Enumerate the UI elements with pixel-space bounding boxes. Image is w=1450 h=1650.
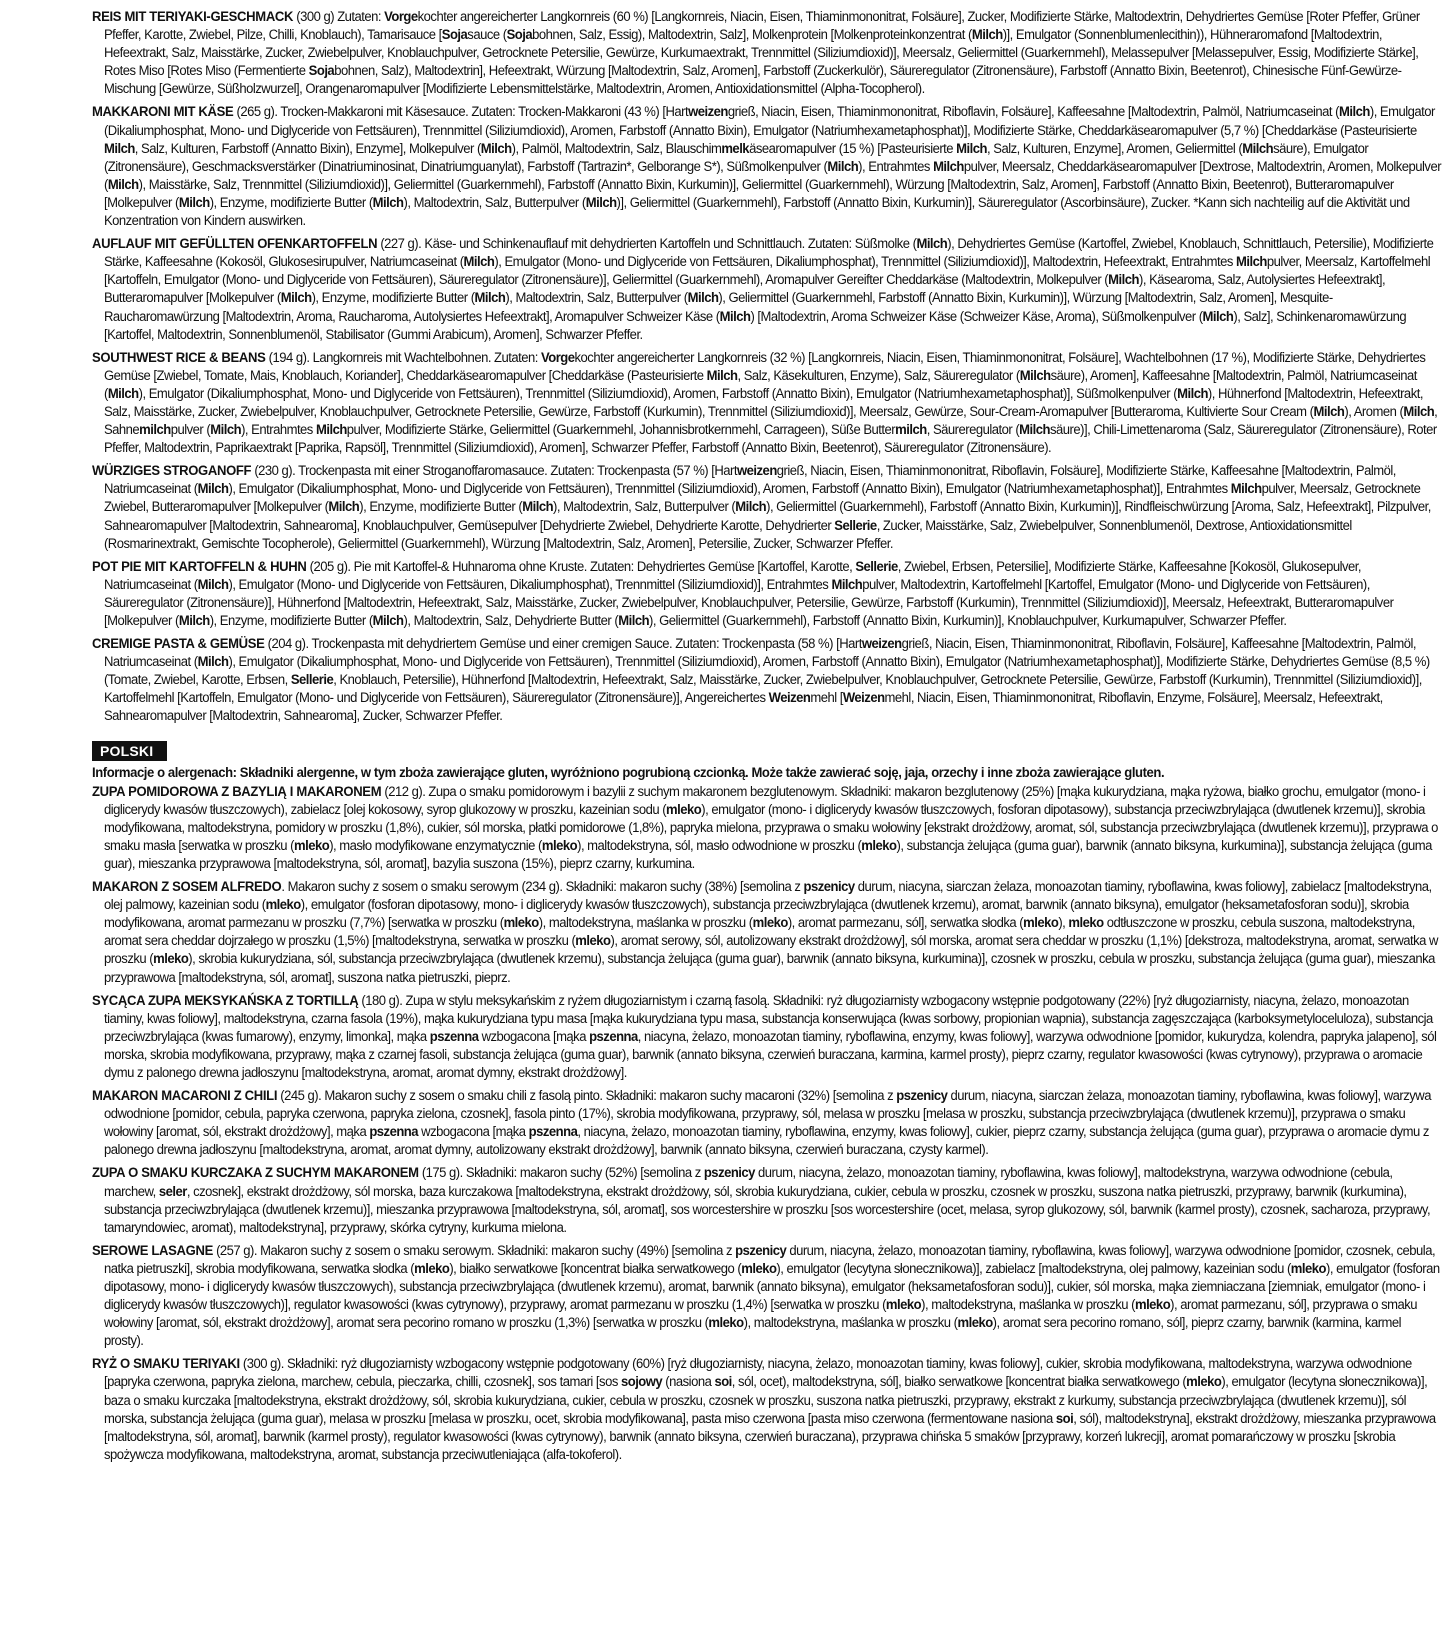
- allergen-text: Vorge: [541, 349, 575, 366]
- allergen-text: Soja: [441, 27, 468, 44]
- product-title: POT PIE MIT KARTOFFELN & HUHN: [92, 558, 307, 575]
- allergen-text: seler: [158, 1183, 187, 1200]
- allergen-text: sojowy: [620, 1374, 663, 1391]
- ingredient-text: pulver (: [170, 422, 211, 439]
- allergen-text: mleko: [265, 897, 301, 914]
- product-entry: [92, 992, 1443, 1082]
- ingredient-text: ), Maisstärke, Salz, Trennmittel (Siliziumdioxid)], Geliermittel (Guarkernmehl), Farbstoff (Annatto Bixin, Kurkumin)], Geliermittel (Guarkernmehl), Würzung [Maltodextrin, Salz, Aromen], Farbstoff (Annatto Bixin, Beetenrot), Butteraromapulver [Molkepulver (: [103, 176, 1394, 211]
- ingredient-text: ), Maltodextrin, Salz, Butterpulver (: [553, 499, 736, 516]
- ingredient-text: , Zwiebel, Erbsen, Petersilie], Modifizierte Stärke, Kaffeesahne [Kokosöl, Glukosepulver, Natriumcaseinat (: [103, 558, 1362, 593]
- ingredient-text: ), skrobia kukurydziana, sól, substancja przeciwzbrylająca (dwutlenek krzemu), substancja żelująca (guma guar), barwnik (annato biksyna, kurkumina)], czosnek w proszku, cebula w proszku, substancja żelująca (guma guar), mieszanka przyprawowa [maltodekstryna, sól, aromat], suszona natka pietruszki, pieprz.: [103, 951, 1435, 986]
- ingredient-text: pulver, Modifizierte Stärke, Geliermittel (Guarkernmehl, Johannisbrotkernmehl, Carrageen), Süße Butter: [346, 422, 896, 439]
- product-entry: [92, 103, 1443, 230]
- product-title: ZUPA POMIDOROWA Z BAZYLIĄ I MAKARONEM: [92, 783, 382, 800]
- ingredient-text: grieß, Niacin, Eisen, Thiaminmononitrat, Riboflavin, Folsäure], Modifizierte Stärke, Kaffeesahne [Maltodextrin, Palmöl, Natriumcaseinat (: [103, 463, 1396, 498]
- allergen-text: Milch: [971, 27, 1003, 44]
- allergen-text: Sellerie: [834, 517, 877, 534]
- ingredient-text: grieß, Niacin, Eisen, Thiaminmononitrat, Riboflavin, Folsäure], Kaffeesahne [Maltodextrin, Palmöl, Natriumcaseinat (: [103, 636, 1417, 671]
- allergen-text: Milch: [831, 576, 863, 593]
- ingredient-text: (205 g). Pie mit Kartoffel-& Huhnaroma ohne Kruste. Zutaten: Dehydriertes Gemüse [Kartoffel, Karotte,: [306, 558, 856, 575]
- allergen-text: Milch: [1236, 254, 1267, 271]
- allergen-text: mleko: [957, 1315, 993, 1332]
- allergen-text: Milch: [1202, 308, 1234, 325]
- ingredient-text: wzbogacona [mąka: [418, 1124, 529, 1141]
- allergen-text: Milch: [480, 140, 512, 157]
- ingredient-text: ), emulgator (mono- i diglicerydy kwasów tłuszczowych, fosforan dipotasowy), substancja przeciwzbrylająca (dwutlenek krzemu)], skrobia modyfikowana, maltodekstryna, pomidory w proszku (1,8%), cukier, sól morska, płatki pomidorowe (1,8%), papryka mielona, przyprawa o smaku wołowiny [ekstrakt drożdżowy, aromat, sól, substancja przeciwzbrylająca (dwutlenek krzemu)], przyprawa o smaku masła [serwatka w proszku (: [103, 801, 1438, 854]
- ingredient-text: , Salz, Kulturen, Farbstoff (Annatto Bixin), Enzyme], Molkepulver (: [134, 140, 481, 157]
- ingredient-text: ), Enzyme, modifizierte Butter (: [359, 499, 523, 516]
- product-entry: [92, 635, 1443, 725]
- ingredient-text: ), Emulgator (Dikaliumphosphat, Mono- und Diglyceride von Fettsäuren), Trennmittel (Siliziumdioxid), Aromen, Farbstoff (Annatto Bixin), Emulgator (Natriumhexametaphosphat)], Modifizierte Stärke, Dehydriertes Gemüse (8,5 %) (Tomate, Zwiebel, Karotte, Erbsen,: [103, 654, 1430, 689]
- allergen-text: pszenna: [589, 1028, 638, 1045]
- ingredient-text: ), Entrahmtes: [858, 158, 934, 175]
- ingredient-text: , sól), maltodekstryna], ekstrakt drożdżowy, mieszanka przyprawowa [maltodekstryna, sól, aromat], barwnik (karmel prosty), regulator kwasowości (kwas cytrynowy), barwnik (annato biksyna, czerwień buraczana), przyprawa chińska 5 smaków [przyprawy, korzeń lukrecji], aromat pomarańczowy w proszku [skrobia spożywcza modyfikowana, maltodekstryna, aromat, substancja przeciwutleniająca (alfa-tokoferol).: [103, 1410, 1436, 1463]
- allergen-text: Milch: [178, 194, 210, 211]
- allergen-text: Milch: [1108, 272, 1139, 289]
- allergen-text: Milch: [687, 290, 719, 307]
- ingredient-text: säure)], Chili-Limettenaroma (Salz, Säureregulator (Zitronensäure), Roter Pfeffer, Maltodextrin, Paprikaextrakt [Paprika, Rapsöl], Trennmittel (Siliziumdioxid), Aromen], Schwarzer Pfeffer, Farbstoff (Annatto Bixin, Beetenrot), Säureregulator (Zitronensäure).: [103, 422, 1437, 457]
- ingredient-text: ), Aromen (: [1344, 403, 1404, 420]
- allergen-text: mleko: [741, 1260, 777, 1277]
- polish-ingredients-section: [92, 783, 1440, 1464]
- ingredient-text: ), Maltodextrin, Salz, Butterpulver (: [505, 290, 688, 307]
- allergen-text: Milch: [463, 254, 495, 271]
- product-entry: [92, 1355, 1443, 1464]
- ingredient-text: , sól, ocet), maltodekstryna, sól], białko serwatkowe [koncentrat białka serwatkowego (: [731, 1374, 1187, 1391]
- product-entry: [92, 558, 1443, 630]
- ingredient-text: grieß, Niacin, Eisen, Thiaminmononitrat, Riboflavin, Folsäure], Kaffeesahne [Maltodextrin, Palmöl, Natriumcaseinat (: [727, 104, 1340, 121]
- allergen-text: Soja: [308, 63, 335, 80]
- ingredient-text: ), maltodekstryna, sól, masło odwodnione w proszku (: [577, 837, 862, 854]
- allergen-text: Milch: [315, 422, 347, 439]
- allergen-text: mleko: [666, 801, 702, 818]
- ingredient-text: ), Geliermittel (Guarkernmehl, Farbstoff (Annatto Bixin, Kurkumin)], Würzung [Maltodextrin, Salz, Aromen], Mesquite-Raucharomawürzung [Maltodextrin, Aroma, Raucharoma, Autolysiertes Hefeextrakt], Aromapulver Schweizer Käse (: [103, 290, 1333, 325]
- ingredient-text: ),: [1058, 915, 1069, 932]
- allergen-text: Sellerie: [855, 558, 898, 575]
- allergen-text: weizen: [688, 104, 728, 121]
- allergen-text: Milch: [1242, 140, 1274, 157]
- allergen-text: Milch: [706, 367, 738, 384]
- allergen-text: Milch: [618, 613, 650, 629]
- allergen-text: pszenna: [528, 1124, 578, 1141]
- allergen-text: Milch: [585, 194, 617, 211]
- ingredient-text: , Salz, Käsekulturen, Enzyme), Salz, Säureregulator (: [737, 367, 1020, 384]
- product-title: RYŻ O SMAKU TERIYAKI: [92, 1356, 240, 1373]
- ingredient-text: (230 g). Trockenpasta mit einer Stroganoffaromasauce. Zutaten: Trockenpasta (57 %) [Hart: [251, 463, 738, 480]
- allergen-text: Milch: [197, 481, 229, 498]
- ingredient-text: odtłuszczone w proszku, cebula suszona, maltodekstryna, aromat sera cheddar dojrzałego w proszku (1,5%) [maltodekstryna, serwatka w proszku (: [103, 915, 1415, 950]
- allergen-text: mleko: [153, 951, 189, 968]
- allergen-text: Milch: [735, 499, 767, 516]
- ingredient-text: ), Hühnerfond [Maltodextrin, Hefeextrakt, Salz, Maisstärke, Zucker, Zwiebelpulver, Knoblauchpulver, Getrocknete Petersilie, Gewürze, Farbstoff (Kurkumin), Trennmittel (Siliziumdioxid)], Meersalz, Gewürze, Sour-Cream-Aromapulver [Butteraroma, Kultivierte Sour Cream (: [103, 385, 1423, 420]
- ingredient-text: (204 g). Trockenpasta mit dehydriertem Gemüse und einer cremigen Sauce. Zutaten: Trockenpasta (58 %) [Hart: [264, 636, 862, 653]
- allergen-text: Milch: [719, 308, 751, 325]
- ingredient-text: ), białko serwatkowe [koncentrat białka serwatkowego (: [449, 1260, 742, 1277]
- ingredient-list-page: [92, 8, 1442, 1469]
- product-title: AUFLAUF MIT GEFÜLLTEN OFENKARTOFFELN: [92, 236, 378, 253]
- ingredient-text: ), Enzyme, modifizierte Butter (: [311, 290, 475, 307]
- allergen-text: weizen: [737, 463, 777, 480]
- allergen-text: pszenna: [369, 1124, 419, 1141]
- allergen-text: Sellerie: [290, 672, 334, 689]
- product-entry: [92, 878, 1443, 987]
- ingredient-text: ), substancja żelująca (guma guar), barwnik (annato biksyna, kurkumina)], substancja żelująca (guma guar), mieszanka przyprawowa [maltodekstryna, sól, aromat], bazylia suszona (15%), pieprz czarny, kurkumina.: [103, 837, 1432, 872]
- product-entry: [92, 8, 1443, 98]
- allergen-text: mleko: [1023, 915, 1059, 932]
- ingredient-text: ), Palmöl, Maltodextrin, Salz, Blauschim: [511, 140, 722, 157]
- allergen-text: mleko: [1186, 1374, 1222, 1391]
- polish-allergen-note: Informacje o alergenach: Składniki alergenne, w tym zboża zawierające gluten, wyróżniono pogrubioną czcionką. Może także zawierać soję, jaja, orzechy i inne zboża zawierające gluten.: [92, 764, 1165, 781]
- product-title: WÜRZIGES STROGANOFF: [92, 463, 252, 480]
- ingredient-text: ), Dehydriertes Gemüse (Kartoffel, Zwiebel, Knoblauch, Schnittlauch, Petersilie), Modifizierte Stärke, Kaffeesahne (Kokosöl, Glukosesirupulver, Natriumcaseinat (: [103, 236, 1434, 271]
- ingredient-text: säure), Emulgator (Zitronensäure), Geschmacksverstärker (Dinatriuminosinat, Dinatriumguanylat), Farbstoff (Tartrazin*, Gelborange S*), Süßmolkenpulver (: [103, 140, 1369, 175]
- allergen-text: Milch: [474, 290, 506, 307]
- polish-section-label: POLSKI: [92, 741, 167, 761]
- ingredient-text: ), aromat parmezanu, sól], przyprawa o smaku wołowiny [aromat, sól, ekstrakt drożdżowy], aromat sera pecorino romano w proszku (1,3%) [serwatka w proszku (: [103, 1297, 1418, 1332]
- allergen-text: mleko: [1068, 915, 1104, 932]
- ingredient-text: ), Maltodextrin, Salz, Dehydrierte Butter (: [403, 613, 619, 629]
- ingredient-text: bohnen, Salz), Maltodextrin], Hefeextrakt, Würzung [Maltodextrin, Salz, Aromen], Farbstoff (Zuckerkulör), Säureregulator (Zitronensäure), Farbstoff (Annatto Bixin, Beetenrot), Chinesische Fünf-Gewürze-Mischung [Gewürze, Süßholzwurzel], Orangenaromapulver [Modifizierte Lebensmittelstärke, Maltodextrin, Aromen, Antioxidationsmittel (Alpha-Tocopherol).: [103, 63, 1402, 98]
- allergen-text: Milch: [280, 290, 312, 307]
- ingredient-text: ), Entrahmtes: [241, 422, 316, 439]
- allergen-text: soi: [1055, 1410, 1074, 1427]
- allergen-text: milch: [139, 422, 171, 439]
- ingredient-text: ), aromat serowy, sól, autolizowany ekstrakt drożdżowy], sól morska, aromat sera cheddar w proszku (1,1%) [dekstroza, maltodekstryna, aromat, serwatka w proszku (: [103, 933, 1438, 968]
- allergen-text: mleko: [861, 837, 897, 854]
- ingredient-text: pulver, Meersalz, Kartoffelmehl [Kartoffeln, Emulgator (Mono- und Diglyceride von Fettsäuren), Säureregulator (Zitronensäure)], Geliermittel (Guarkernmehl), Aromapulver Gereifter Cheddarkäse (Maltodextrin, Molkepulver (: [103, 254, 1431, 289]
- allergen-text: soi: [714, 1374, 732, 1391]
- ingredient-text: (227 g). Käse- und Schinkenauflauf mit dehydrierten Kartoffeln und Schnittlauch. Zutaten: Süßmolke (: [377, 236, 917, 253]
- ingredient-text: (257 g). Makaron suchy z sosem o smaku serowym. Składniki: makaron suchy (49%) [semolina z: [212, 1242, 736, 1259]
- allergen-text: Milch: [1403, 403, 1435, 420]
- ingredient-text: pulver, Meersalz, Getrocknete Zwiebel, Butteraromapulver [Molkepulver (: [103, 481, 1421, 516]
- ingredient-text: bohnen, Salz, Essig), Maltodextrin, Salz], Molkenprotein [Molkenproteinkonzentrat (: [532, 27, 972, 44]
- allergen-text: Milch: [372, 613, 404, 629]
- ingredient-text: durum, niacyna, siarczan żelaza, monoazotan tiaminy, ryboflawina, kwas foliowy], zabielacz [maltodekstryna, olej palmowy, kazeinian sodu (: [103, 879, 1432, 914]
- ingredient-text: , Zucker, Maisstärke, Salz, Zwiebelpulver, Sonnenblumenöl, Dextrose, Antioxidationsmittel (Rosmarinextrakt, Gemischte Tocopherole), Geliermittel (Guarkernmehl), Würzung [Maltodextrin, Salz, Aromen], Petersilie, Zucker, Schwarzer Pfeffer.: [103, 517, 1352, 552]
- product-entry: [92, 783, 1443, 873]
- ingredient-text: säure), Aromen], Kaffeesahne [Maltodextrin, Palmöl, Natriumcaseinat (: [103, 367, 1417, 402]
- allergen-text: mleko: [503, 915, 539, 932]
- allergen-text: mleko: [708, 1315, 744, 1332]
- ingredient-text: ), maltodekstryna, maślanka w proszku (: [743, 1315, 958, 1332]
- ingredient-text: ), emulgator (fosforan dipotasowy, mono- i diglicerydy kwasów tłuszczowych), substancja przeciwzbrylająca (dwutlenek krzemu), aromat, barwnik (annato biksyna), emulgator (heksametafosforan sodu)], cukier, sól morska, mąka ziemniaczana [ziemniak, emulgator (mono- i diglicerydy kwasów tłuszczowych)], regulator kwasowości (kwas cytrynowy), przyprawy, aromat parmezanu w proszku (1,4%) [serwatka w proszku (: [103, 1260, 1440, 1314]
- ingredient-text: pulver, Maltodextrin, Kartoffelmehl [Kartoffel, Emulgator (Mono- und Diglyceride von Fettsäuren), Säureregulator (Zitronensäure)], Hühnerfond [Maltodextrin, Hefeextrakt, Salz, Maisstärke, Zucker, Zwiebelpulver, Knoblauchpulver, Petersilie, Gewürze, Farbstoff (Kurkumin), Trennmittel (Siliziumdioxid)], Meersalz, Hefeextrakt, Butteraromapulver [Molkepulver (: [103, 576, 1394, 629]
- ingredient-text: ) [Maltodextrin, Aroma Schweizer Käse (Schweizer Käse, Aroma), Süßmolkenpulver (: [750, 308, 1203, 325]
- allergen-text: Milch: [328, 499, 360, 516]
- allergen-text: mleko: [752, 915, 788, 932]
- allergen-text: Milch: [933, 158, 964, 175]
- allergen-text: Milch: [522, 499, 554, 516]
- allergen-text: mleko: [575, 933, 611, 950]
- allergen-text: mleko: [1290, 1260, 1326, 1277]
- allergen-text: Milch: [210, 422, 242, 439]
- product-entry: [92, 1164, 1443, 1236]
- allergen-text: Milch: [107, 176, 139, 193]
- allergen-text: Milch: [103, 140, 135, 157]
- allergen-text: Milch: [197, 576, 229, 593]
- ingredient-text: (300 g). Składniki: ryż długoziarnisty wzbogacony wstępnie podgotowany (60%) [ryż długoziarnisty, niacyna, żelazo, monoazotan tiaminy, kwas foliowy], cukier, skrobia modyfikowana, maltodekstryna, warzywa odwodnione [papryka czerwona, papryka zielona, marchew, cebula, pieczarka, chilli, czosnek], sos tamari [sos: [103, 1356, 1412, 1391]
- allergen-text: pszenicy: [896, 1088, 948, 1105]
- ingredient-text: kochter angereicherter Langkornreis (60 %) [Langkornreis, Niacin, Eisen, Thiaminmononitrat, Folsäure], Zucker, Modifizierte Stärke, Maltodextrin, Dehydriertes Gemüse [Roter Pfeffer, Grüner Pfeffer, Karotte, Zwiebel, Pilze, Chilli, Knoblauch), Tamarisauce [: [103, 9, 1420, 44]
- ingredient-text: ), aromat sera pecorino romano, sól], pieprz czarny, barwnik (karmina, karmel prosty).: [103, 1315, 1402, 1350]
- ingredient-text: pulver, Meersalz, Cheddarkäsearomapulver [Dextrose, Maltodextrin, Aromen, Molkepulver (: [103, 158, 1442, 193]
- ingredient-text: (194 g). Langkornreis mit Wachtelbohnen. Zutaten:: [265, 349, 542, 366]
- ingredient-text: ), emulgator (lecytyna słonecznikowa)], zabielacz [maltodekstryna, olej palmowy, kazeinian sodu (: [776, 1260, 1291, 1277]
- product-title: SEROWE LASAGNE: [92, 1242, 213, 1259]
- product-entry: [92, 349, 1443, 458]
- ingredient-text: ), Emulgator (Mono- und Diglyceride von Fettsäuren, Dikaliumphosphat), Trennmittel (Siliziumdioxid)], Maltodextrin, Hefeextrakt, Entrahmtes: [494, 254, 1237, 271]
- ingredient-text: ), maltodekstryna, maślanka w proszku (: [538, 915, 753, 932]
- ingredient-text: durum, niacyna, żelazo, monoazotan tiaminy, ryboflawina, kwas foliowy], maltodekstryna, warzywa odwodnione (cebula, marchew,: [103, 1165, 1393, 1200]
- allergen-text: Milch: [1177, 385, 1208, 402]
- ingredient-text: , Säureregulator (: [926, 422, 1020, 439]
- ingredient-text: (245 g). Makaron suchy z sosem o smaku chili z fasolą pinto. Składniki: makaron suchy macaroni (32%) [semolina z: [277, 1088, 897, 1105]
- allergen-text: Vorge: [384, 9, 418, 25]
- product-title: MAKARON MACARONI Z CHILI: [92, 1088, 278, 1105]
- product-entry: [92, 235, 1443, 344]
- ingredient-text: ), Emulgator (Mono- und Diglyceride von Fettsäuren, Dikaliumphosphat), Trennmittel (Siliziumdioxid)], Entrahmtes: [228, 576, 832, 593]
- product-title: SOUTHWEST RICE & BEANS: [92, 349, 266, 366]
- ingredient-text: sauce (: [467, 27, 507, 44]
- ingredient-text: , Knoblauch, Petersilie), Hühnerfond [Maltodextrin, Hefeextrakt, Salz, Maisstärke, Zucker, Zwiebelpulver, Knoblauchpulver, Getrocknete Petersilie, Gewürze, Farbstoff (Kurkumin), Trennmittel (Siliziumdioxid)], Kartoffelmehl [Kartoffeln, Emulgator (Mono- und Diglyceride von Fettsäuren), Säureregulator (Zitronensäure)], Angereichertes: [103, 672, 1422, 707]
- allergen-text: pszenicy: [703, 1165, 755, 1182]
- allergen-text: mleko: [1134, 1297, 1171, 1314]
- ingredient-text: , niacyna, żelazo, monoazotan tiaminy, ryboflawina, enzymy, kwas foliowy], warzywa odwodnione [pomidor, kukurydza, kolendra, papryka jalapeno], sól morska, skrobia modyfikowana, przyprawy, mąka z czarnej fasoli, substancja żelująca (guma guar), barwnik (annato biksyna, czerwień buraczana, karmina, karmel prosty), pieprz czarny, regulator kwasowości (kwas cytrynowy), przyprawa o aromacie dymu z palonego drewna jadłoszynu [maltodekstryna, aromat, aromat dymny, ekstrakt drożdżowy].: [103, 1028, 1437, 1081]
- ingredient-text: mehl, Niacin, Eisen, Thiaminmononitrat, Riboflavin, Enzyme, Folsäure], Meersalz, Hefeextrakt, Sahnearomapulver [Maltodextrin, Sahnearoma], Zucker, Schwarzer Pfeffer.: [103, 690, 1383, 725]
- allergen-text: pszenna: [429, 1028, 479, 1045]
- allergen-text: Milch: [178, 613, 210, 629]
- product-title: REIS MIT TERIYAKI-GESCHMACK: [92, 9, 294, 25]
- allergen-text: Milch: [827, 158, 859, 175]
- ingredient-text: , czosnek], ekstrakt drożdżowy, sól morska, baza kurczakowa [maltodekstryna, ekstrakt drożdżowy, sól, skrobia kukurydziana, cukier, cebula w proszku, czosnek w proszku, suszona natka pietruszki, przyprawy, barwnik (kurkumina), substancja przeciwzbrylająca (dwutlenek krzemu)], mieszanka przyprawowa [maltodekstryna, sól, aromat], sos worcestershire w proszku [sos worcestershire (ocet, melasa, syrop glukozowy, sól, barwnik (karmel prosty), czosnek, sacharoza, przyprawy, tamaryndowiec, aromat), maltodekstryna], przyprawy, skórka cytryny, kurkuma mielona.: [103, 1183, 1431, 1236]
- allergen-text: Milch: [1019, 367, 1051, 384]
- ingredient-text: ), Geliermittel (Guarkernmehl), Farbstoff (Annatto Bixin, Kurkumin)], Knoblauchpulver, Kurkumapulver, Schwarzer Pfeffer.: [649, 613, 1287, 629]
- ingredient-text: (212 g). Zupa o smaku pomidorowym i bazylii z suchym makaronem bezglutenowym. Składniki: makaron bezglutenowy (25%) [mąka kukurydziana, mąka ryżowa, białko grochu, emulgator (mono- i diglicerydy kwasów tłuszczowych), zabielacz [olej kokosowy, syrop glukozowy w proszku, kazeinian sodu (: [103, 783, 1426, 818]
- product-entry: [92, 462, 1443, 552]
- product-title: CREMIGE PASTA & GEMÜSE: [92, 636, 265, 653]
- allergen-text: Milch: [1230, 481, 1262, 498]
- ingredient-text: (175 g). Składniki: makaron suchy (52%) [semolina z: [418, 1165, 704, 1182]
- ingredient-text: ), emulgator (fosforan dipotasowy, mono- i diglicerydy kwasów tłuszczowych), substancja przeciwzbrylająca (dwutlenek krzemu), aromat, barwnik (annato biksyna), emulgator (heksametafosforan sodu)], skrobia modyfikowana, aromat parmezanu w proszku (7,7%) [serwatka w proszku (: [103, 897, 1409, 932]
- ingredient-text: ), Emulgator (Dikaliumphosphat, Mono- und Diglyceride von Fettsäuren), Trennmittel (Siliziumdioxid), Aromen, Farbstoff (Annatto Bixin), Emulgator (Natriumhexametaphosphat)], Süßmolkenpulver (: [138, 385, 1178, 402]
- ingredient-text: durum, niacyna, siarczan żelaza, monoazotan tiaminy, ryboflawina, kwas foliowy], warzywa odwodnione [pomidor, cebula, papryka czerwona, papryka zielona, czosnek], fasola pinto (17%), skrobia modyfikowana, przyprawy, sól, melasa w proszku [melasa w proszku, substancja przeciwzbrylająca (dwutlenek krzemu)], przyprawa o smaku wołowiny [aromat, sól, ekstrakt drożdżowy], mąka: [103, 1088, 1431, 1141]
- ingredient-text: )], Geliermittel (Guarkernmehl), Farbstoff (Annatto Bixin, Kurkumin)], Säureregulator (Ascorbinsäure), Zucker. *Kann sich nachteilig auf die Aktivität und Konzentration von Kindern auswirken.: [103, 194, 1410, 230]
- allergen-text: Weizen: [842, 690, 885, 707]
- allergen-text: melk: [721, 140, 750, 157]
- ingredient-text: mehl [: [810, 690, 843, 707]
- allergen-text: Milch: [1019, 422, 1051, 439]
- allergen-text: Soja: [506, 27, 533, 44]
- product-title: SYCĄCA ZUPA MEKSYKAŃSKA Z TORTILLĄ: [92, 992, 359, 1009]
- ingredient-text: , Salz, Kulturen, Enzyme], Aromen, Geliermittel (: [987, 140, 1243, 157]
- ingredient-text: ), Emulgator (Dikaliumphosphat, Mono- und Diglyceride von Fettsäuren), Trennmittel (Siliziumdioxid), Aromen, Farbstoff (Annatto Bixin), Emulgator (Natriumhexametaphosphat)], Entrahmtes: [228, 481, 1231, 498]
- ingredient-text: . Makaron suchy z sosem o smaku serowym (234 g). Składniki: makaron suchy (38%) [semolina z: [281, 879, 804, 896]
- allergen-text: milch: [895, 422, 927, 439]
- allergen-text: Milch: [107, 385, 139, 402]
- ingredient-text: ), Maltodextrin, Salz, Butterpulver (: [403, 194, 586, 211]
- ingredient-text: (300 g) Zutaten:: [293, 9, 385, 25]
- allergen-text: Milch: [916, 236, 948, 253]
- allergen-text: Milch: [372, 194, 404, 211]
- product-title: ZUPA O SMAKU KURCZAKA Z SUCHYM MAKARONEM: [92, 1165, 419, 1182]
- ingredient-text: kochter angereicherter Langkornreis (32 %) [Langkornreis, Niacin, Eisen, Thiaminmononitrat, Folsäure], Wachtelbohnen (17 %), Modifizierte Stärke, Dehydriertes Gemüse [Zwiebel, Tomate, Mais, Knoblauch, Koriander], Cheddarkäsearomapulver [Cheddarkäse (Pasteurisierte: [103, 349, 1426, 384]
- allergen-text: Milch: [1339, 104, 1370, 121]
- ingredient-text: ), maltodekstryna, maślanka w proszku (: [921, 1297, 1135, 1314]
- allergen-text: mleko: [541, 837, 578, 854]
- ingredient-text: , Sahne: [103, 403, 1438, 439]
- ingredient-text: ), Geliermittel (Guarkernmehl), Farbstoff (Annatto Bixin, Kurkumin)], Rindfleischwürzung [Aroma, Salz, Hefeextrakt], Pilzpulver, Sahnearomapulver [Maltodextrin, Sahnearoma], Knoblauchpulver, Gemüsepulver [Dehydrierte Zwiebel, Dehydrierte Karotte, Dehydrierter: [103, 499, 1431, 534]
- allergen-text: mleko: [885, 1297, 922, 1314]
- german-ingredients-section: [92, 8, 1442, 726]
- allergen-text: weizen: [861, 636, 902, 653]
- ingredient-text: ), Salz], Schinkenaromawürzung [Kartoffel, Maltodextrin, Sonnenblumenöl, Stabilisator (Gummi Arabicum), Aromen], Schwarzer Pfeffer.: [103, 308, 1407, 343]
- ingredient-text: (180 g). Zupa w stylu meksykańskim z ryżem długoziarnistym i czarną fasolą. Składniki: ryż długoziarnisty wzbogacony wstępnie podgotowany (22%) [ryż długoziarnisty, niacyna, żelazo, monoazotan tiaminy, kwas foliowy], maltodekstryna, czarna fasola (19%), mąka kukurydziana typu masa [mąka kukurydziana typu masa, substancja konserwująca (kwas sorbowy, propionian wapnia), substancja zagęszczająca (karboksymetyloceluloza), substancja przeciwzbrylająca (kwas fumarowy), enzymy, limonka], mąka: [103, 992, 1433, 1045]
- product-title: MAKARON Z SOSEM ALFREDO: [92, 879, 282, 896]
- ingredient-text: ), emulgator (lecytyna słonecznikowa)], baza o smaku kurczaka [maltodekstryna, ekstrakt drożdżowy, sól, skrobia kukurydziana, cukier, cebula w proszku, czosnek w proszku, suszona natka pietruszki, przyprawy, ekstrakt z kurkumy, substancja przeciwzbrylająca (dwutlenek krzemu)], sól morska, substancja żelująca (guma guar), melasa w proszku [melasa w proszku, ocet, skrobia modyfikowana], pasta miso czerwona [pasta miso czerwona (fermentowane nasiona: [103, 1374, 1428, 1427]
- ingredient-text: (nasiona: [662, 1374, 715, 1391]
- product-title: MAKKARONI MIT KÄSE: [92, 104, 234, 121]
- ingredient-text: ), Emulgator (Dikaliumphosphat, Mono- und Diglyceride von Fettsäuren), Trennmittel (Siliziumdioxid), Aromen, Farbstoff (Annatto Bixin), Emulgator (Natriumhexametaphosphat)], Modifizierte Stärke, Cheddarkäsearomapulver (5,7 %) [Cheddarkäse (Pasteurisierte: [103, 104, 1435, 139]
- ingredient-text: , niacyna, żelazo, monoazotan tiaminy, ryboflawina, enzymy, kwas foliowy], cukier, pieprz czarny, substancja żelująca (guma guar), przyprawa o aromacie dymu z palonego drewna jadłoszynu [maltodekstryna, aromat, aromat dymny, autolizowany ekstrakt drożdżowy], barwnik (annato biksyna, czerwień buraczana, czysty karmel).: [103, 1124, 1429, 1159]
- allergen-text: mleko: [293, 837, 330, 854]
- allergen-text: Milch: [197, 654, 229, 671]
- ingredient-text: (265 g). Trocken-Makkaroni mit Käsesauce. Zutaten: Trocken-Makkaroni (43 %) [Hart: [233, 104, 689, 121]
- ingredient-text: ), Enzyme, modifizierte Butter (: [209, 613, 373, 629]
- ingredient-text: ), Käsearoma, Salz, Autolysiertes Hefeextrakt], Butteraromapulver [Molkepulver (: [103, 272, 1386, 307]
- ingredient-text: durum, niacyna, żelazo, monoazotan tiaminy, ryboflawina, kwas foliowy], warzywa odwodnione [pomidor, czosnek, cebula, natka pietruszki], skrobia modyfikowana, serwatka słodka (: [103, 1242, 1436, 1277]
- allergen-text: Weizen: [768, 690, 811, 707]
- ingredient-text: wzbogacona [mąka: [478, 1028, 590, 1045]
- ingredient-text: ), Enzyme, modifizierte Butter (: [209, 194, 373, 211]
- ingredient-text: äsearomapulver (15 %) [Pasteurisierte: [749, 140, 957, 157]
- ingredient-text: ), aromat parmezanu, sól], serwatka słodka (: [787, 915, 1024, 932]
- allergen-text: pszenicy: [803, 879, 855, 896]
- allergen-text: pszenicy: [735, 1242, 787, 1259]
- allergen-text: Milch: [1313, 403, 1345, 420]
- allergen-text: Milch: [956, 140, 988, 157]
- ingredient-text: )], Emulgator (Sonnenblumenlecithin)), Hühneraromafond [Maltodextrin, Hefeextrakt, Salz, Maisstärke, Zucker, Zwiebelpulver, Knoblauchpulver, Getrocknete Petersilie, Gewürze, Kurkumaextrakt, Trennmittel (Siliziumdioxid)], Meersalz, Geliermittel (Guarkernmehl), Melassepulver [Melassepulver, Essig, Modifizierte Stärke], Rotes Miso [Rotes Miso (Fermentierte: [103, 27, 1419, 80]
- ingredient-text: ), masło modyfikowane enzymatycznie (: [329, 837, 542, 854]
- product-entry: [92, 1242, 1443, 1351]
- allergen-text: mleko: [414, 1260, 450, 1277]
- product-entry: [92, 1087, 1443, 1159]
